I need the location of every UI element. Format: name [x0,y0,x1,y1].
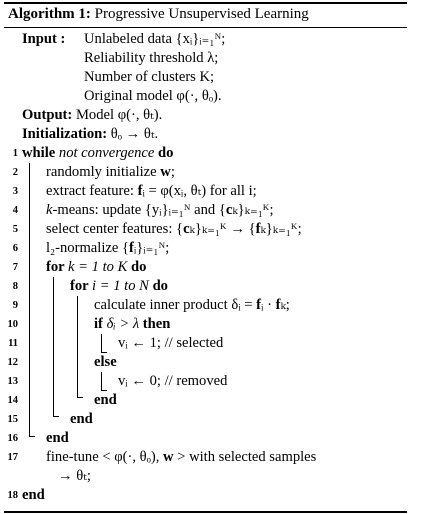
input-line-2: Reliability threshold λ; [84,50,219,66]
input-line-4: Original model φ(·, θₒ). [84,88,222,104]
step-line [94,391,117,410]
step-text: c [225,202,233,218]
step-text: else [94,354,117,370]
step-text: end [94,392,117,408]
algorithm-box [4,2,407,512]
for-k-scope-tick [53,416,59,417]
line-number: 7 [12,262,18,273]
step-line [118,334,223,353]
line-number: 11 [8,338,18,349]
step-text: do [148,278,168,294]
step-line [70,277,168,296]
line-number: 3 [12,186,18,197]
step-text: end [22,487,45,503]
step-text: if [94,316,107,332]
input-line-1: Unlabeled data {xᵢ}ᵢ₌₁ᴺ; [84,31,226,47]
step-text: f [129,240,134,256]
initialization-text: θₒ → θₜ. [110,126,159,142]
algorithm-title [8,6,309,23]
step-text: w [163,449,174,465]
step-text: then [139,316,171,332]
step-text: f [137,183,143,199]
top-rule [4,2,407,4]
step-line [46,429,69,448]
step-line [46,258,146,277]
step-text: end [70,411,93,427]
line-number: 5 [12,224,18,235]
for-k-scope-line [53,277,54,417]
initialization-line [22,125,158,144]
else-scope-line [101,372,102,391]
output-text: Model φ(·, θₜ). [75,107,163,123]
step-line [46,182,257,201]
step-text: randomly initialize [46,164,161,180]
step-text: for [46,259,69,275]
step-line [22,486,45,505]
step-text: w [160,164,171,180]
step-line [46,220,302,239]
if-scope-line [101,334,102,353]
step-text: not convergence [58,145,155,161]
step-text: l₂-normalize { [46,240,130,256]
while-scope-line [29,163,30,437]
step-line [94,353,117,372]
step-text: ₖ}ₖ₌₁ᴷ; [260,221,302,237]
step-line [46,448,316,467]
step-text: vᵢ ← 1; // selected [118,335,224,351]
step-text: calculate inner product δᵢ = [94,297,257,313]
step-line [58,467,91,486]
input-line-3: Number of clusters K; [84,69,215,85]
step-text: end [46,430,69,446]
for-i-scope-line [77,296,78,398]
step-text: > with selected samples [173,449,317,465]
step-text: k = 1 to K [68,259,128,275]
step-text: ᵢ · [261,297,276,313]
step-text: do [154,145,174,161]
line-number: 13 [7,376,18,387]
output-label: Output: [22,107,73,123]
step-text: ᵢ}ᵢ₌₁ᴺ; [133,240,170,256]
line-number: 4 [12,205,18,216]
step-text: f [255,221,261,237]
for-i-scope-tick [77,397,83,398]
step-text: ₖ; [280,297,290,313]
line-number: 18 [7,490,18,501]
step-text: → θₜ; [58,468,91,484]
step-text: while [22,145,59,161]
if-scope-tick [101,352,107,353]
step-text: f [275,297,281,313]
line-number: 15 [7,414,18,425]
step-text: ₖ}ₖ₌₁ᴷ → { [189,221,256,237]
step-line [94,315,170,334]
line-number: 8 [12,281,18,292]
else-scope-tick [101,390,107,391]
output-line [22,106,162,125]
step-line [118,372,227,391]
while-scope-tick [29,436,35,437]
step-text: extract feature: [46,183,138,199]
step-text: fine-tune < φ(·, θₒ), [46,449,163,465]
line-number: 10 [7,319,18,330]
step-text: f [256,297,262,313]
step-line [46,239,169,258]
step-text: ₖ}ₖ₌₁ᴷ; [232,202,274,218]
title-rule [4,27,407,28]
line-number: 1 [12,148,18,159]
step-text: ᵢ = φ(xᵢ, θₜ) for all i; [142,183,257,199]
step-text: do [127,259,147,275]
input-label: Input : [22,31,66,47]
line-number: 2 [12,167,18,178]
algorithm-name: Progressive Unsupervised Learning [94,6,309,22]
step-line [70,410,93,429]
initialization-label: Initialization: [22,126,108,142]
line-number: 12 [7,357,18,368]
step-text: -means: update {yᵢ}ᵢ₌₁ᴺ and { [52,202,226,218]
line-number: 6 [12,243,18,254]
step-line [46,163,175,182]
step-line [22,144,173,163]
step-text: δᵢ > λ [106,316,140,332]
step-text: select center features: { [46,221,184,237]
step-line [94,296,290,315]
line-number: 17 [7,452,18,463]
line-number: 14 [7,395,18,406]
step-line [46,201,274,220]
step-text: vᵢ ← 0; // removed [118,373,228,389]
step-text: ; [170,164,175,180]
line-number: 9 [12,300,18,311]
bottom-rule [4,511,407,513]
step-text: i = 1 to N [92,278,149,294]
algorithm-label: Algorithm 1: [8,6,91,22]
line-number: 16 [7,433,18,444]
step-text: c [183,221,190,237]
step-text: k [46,202,53,218]
step-text: for [70,278,93,294]
